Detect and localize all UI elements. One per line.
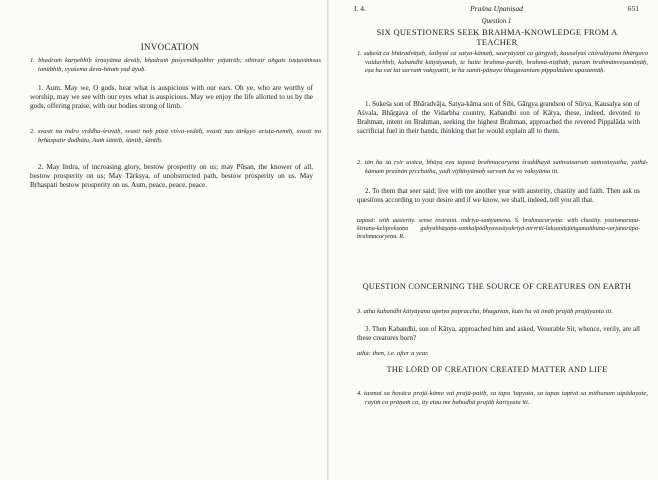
heading-lord-of-creation: THE LORD OF CREATION CREATED MATTER AND LIFE xyxy=(386,365,608,374)
question-4-sanskrit: 4. tasmai sa hovāca prajā-kāmo vai prajā-patiḥ, sa tapo 'tapyata, sa tapas taptvā sa mithunam utpādayate, rayiṁ ca prāṇaṁ ca, ity etau me bahudhā prajāḥ kariṣyata iti. xyxy=(357,390,648,406)
question-label: Question 1 xyxy=(481,18,512,25)
footnote-atha: atha: then, i.e. after a year. xyxy=(357,350,429,357)
question-3-sanskrit: 3. atha kabandhī kātyāyana upetya papraccha, bhagavan, kuto ha vā imāḥ prajāḥ prajāyanta iti. xyxy=(357,308,613,315)
verse-1-sanskrit: 1. bhadraṁ karṇebhiḥ śṛṇuyāma devāḥ, bhadraṁ paśyemākṣabhir yajatrāḥ; sthirair aṅgais tuṣṭuvāṁsas tanūbhiḥ, vyaśema deva-hitaṁ yad āyuḥ. xyxy=(30,57,321,73)
question-2-translation: 2. To them that seer said; live with me another year with austerity, chastity and faith. Then ask us questions according to your desire and if we know, we shall, indeed, tell you all that. xyxy=(357,187,640,204)
verse-1-translation: 1. Aum. May we, O gods, hear what is auspicious with our ears. Oh ye, who are worthy of worship, may we see with our eyes what is auspicious. May we enjoy the life allotted to us by the gods, offering praise, with our bodies strong of limb. xyxy=(30,84,313,111)
question-1-translation: 1. Sukeśa son of Bhāradvāja, Satya-kāma son of Śibi, Gārgya grandson of Sūrya, Kausalya son of Aśvala, Bhārgava of the Vidarbha country, Kabandhi son of Kātya, these, indeed, devoted to Brahman, intent on Brahman, seeking the highest Brahman, approached the revered Pippalāda with sacrificial fuel in their hands, thinking that he would explain all to them. xyxy=(357,100,640,135)
running-title: Praśna Upaniṣad xyxy=(470,4,523,13)
running-header xyxy=(354,4,639,16)
question-3-translation: 3. Then Kabandhi, son of Kātya, approached him and asked, Venerable Sir, whence, verily, are all these creatures born? xyxy=(357,325,640,342)
heading-six-questioners: SIX QUESTIONERS SEEK BRAHMA-KNOWLEDGE FROM A TEACHER xyxy=(376,27,618,47)
verse-2-sanskrit: 2. svasti na indro vṛddha-śravāḥ, svasti naḥ pūṣā viśva-vedāḥ, svasti nas tārkṣyo ariṣṭa-nemiḥ, svasti no bṛhaspatir dadhātu, Auṁ śāntiḥ, śāntiḥ, śāntiḥ. xyxy=(30,128,321,144)
page-number: 651 xyxy=(627,4,639,13)
question-2-sanskrit: 2. tān ha sa ṛṣir uvāca, bhūya eva tapasā brahmacaryeṇa śraddhayā saṁvatsaraṁ saṁvatsyatha, yathā-kāmaṁ praśnān pṛcchatha, yadi vijñāsyāmaḥ sarvaṁ ha vo vakṣyāma iti. xyxy=(357,159,648,175)
verse-2-translation: 2. May Indra, of increasing glory, bestow prosperity on us; may Pūṣan, the knower of all, bestow prosperity on us; May Tārkṣya, of unobstructed path, bestow prosperity on us. May Bṛhaspati bestow prosperity on us. Aum, peace, peace, peace. xyxy=(30,163,313,190)
chapter-ref: I. 4. xyxy=(354,4,366,13)
heading-source-of-creatures: QUESTION CONCERNING THE SOURCE OF CREATURES ON EARTH xyxy=(362,282,632,291)
footnote-tapas: tapasā: with austerity. sense restraint. indriya-saṁyamena. Ś. brahmacaryeṇa: with chastity. yoṣitsmaraṇa-kīrtana-keliprekṣaṇa guhyabhāṣaṇa-saṁkalpādhyavasāyakriyā-nirvṛtti-lakṣaṇāṣṭāṅgamaithuna-varjanarūpa-brahmacaryeṇa. R. xyxy=(357,217,640,240)
right-page xyxy=(329,0,658,480)
question-1-sanskrit: 1. sukeśā ca bhāradvājaḥ, śaibyaś ca satya-kāmaḥ, sauryāyaṇī ca gārgyaḥ, kausalyaś cāśvalāyano bhārgavo vaidarbhiḥ, kabandhī kātyāyanaḥ, te haite brahma-parāḥ, brahma-niṣṭhāḥ, paraṁ brahmānveṣamāṇāḥ, eṣa ha vai tat sarvaṁ vakṣyatīti, te ha samit-pāṇayo bhagavantam pippalādam upasannāḥ. xyxy=(357,50,648,74)
invocation-title: INVOCATION xyxy=(140,42,200,52)
